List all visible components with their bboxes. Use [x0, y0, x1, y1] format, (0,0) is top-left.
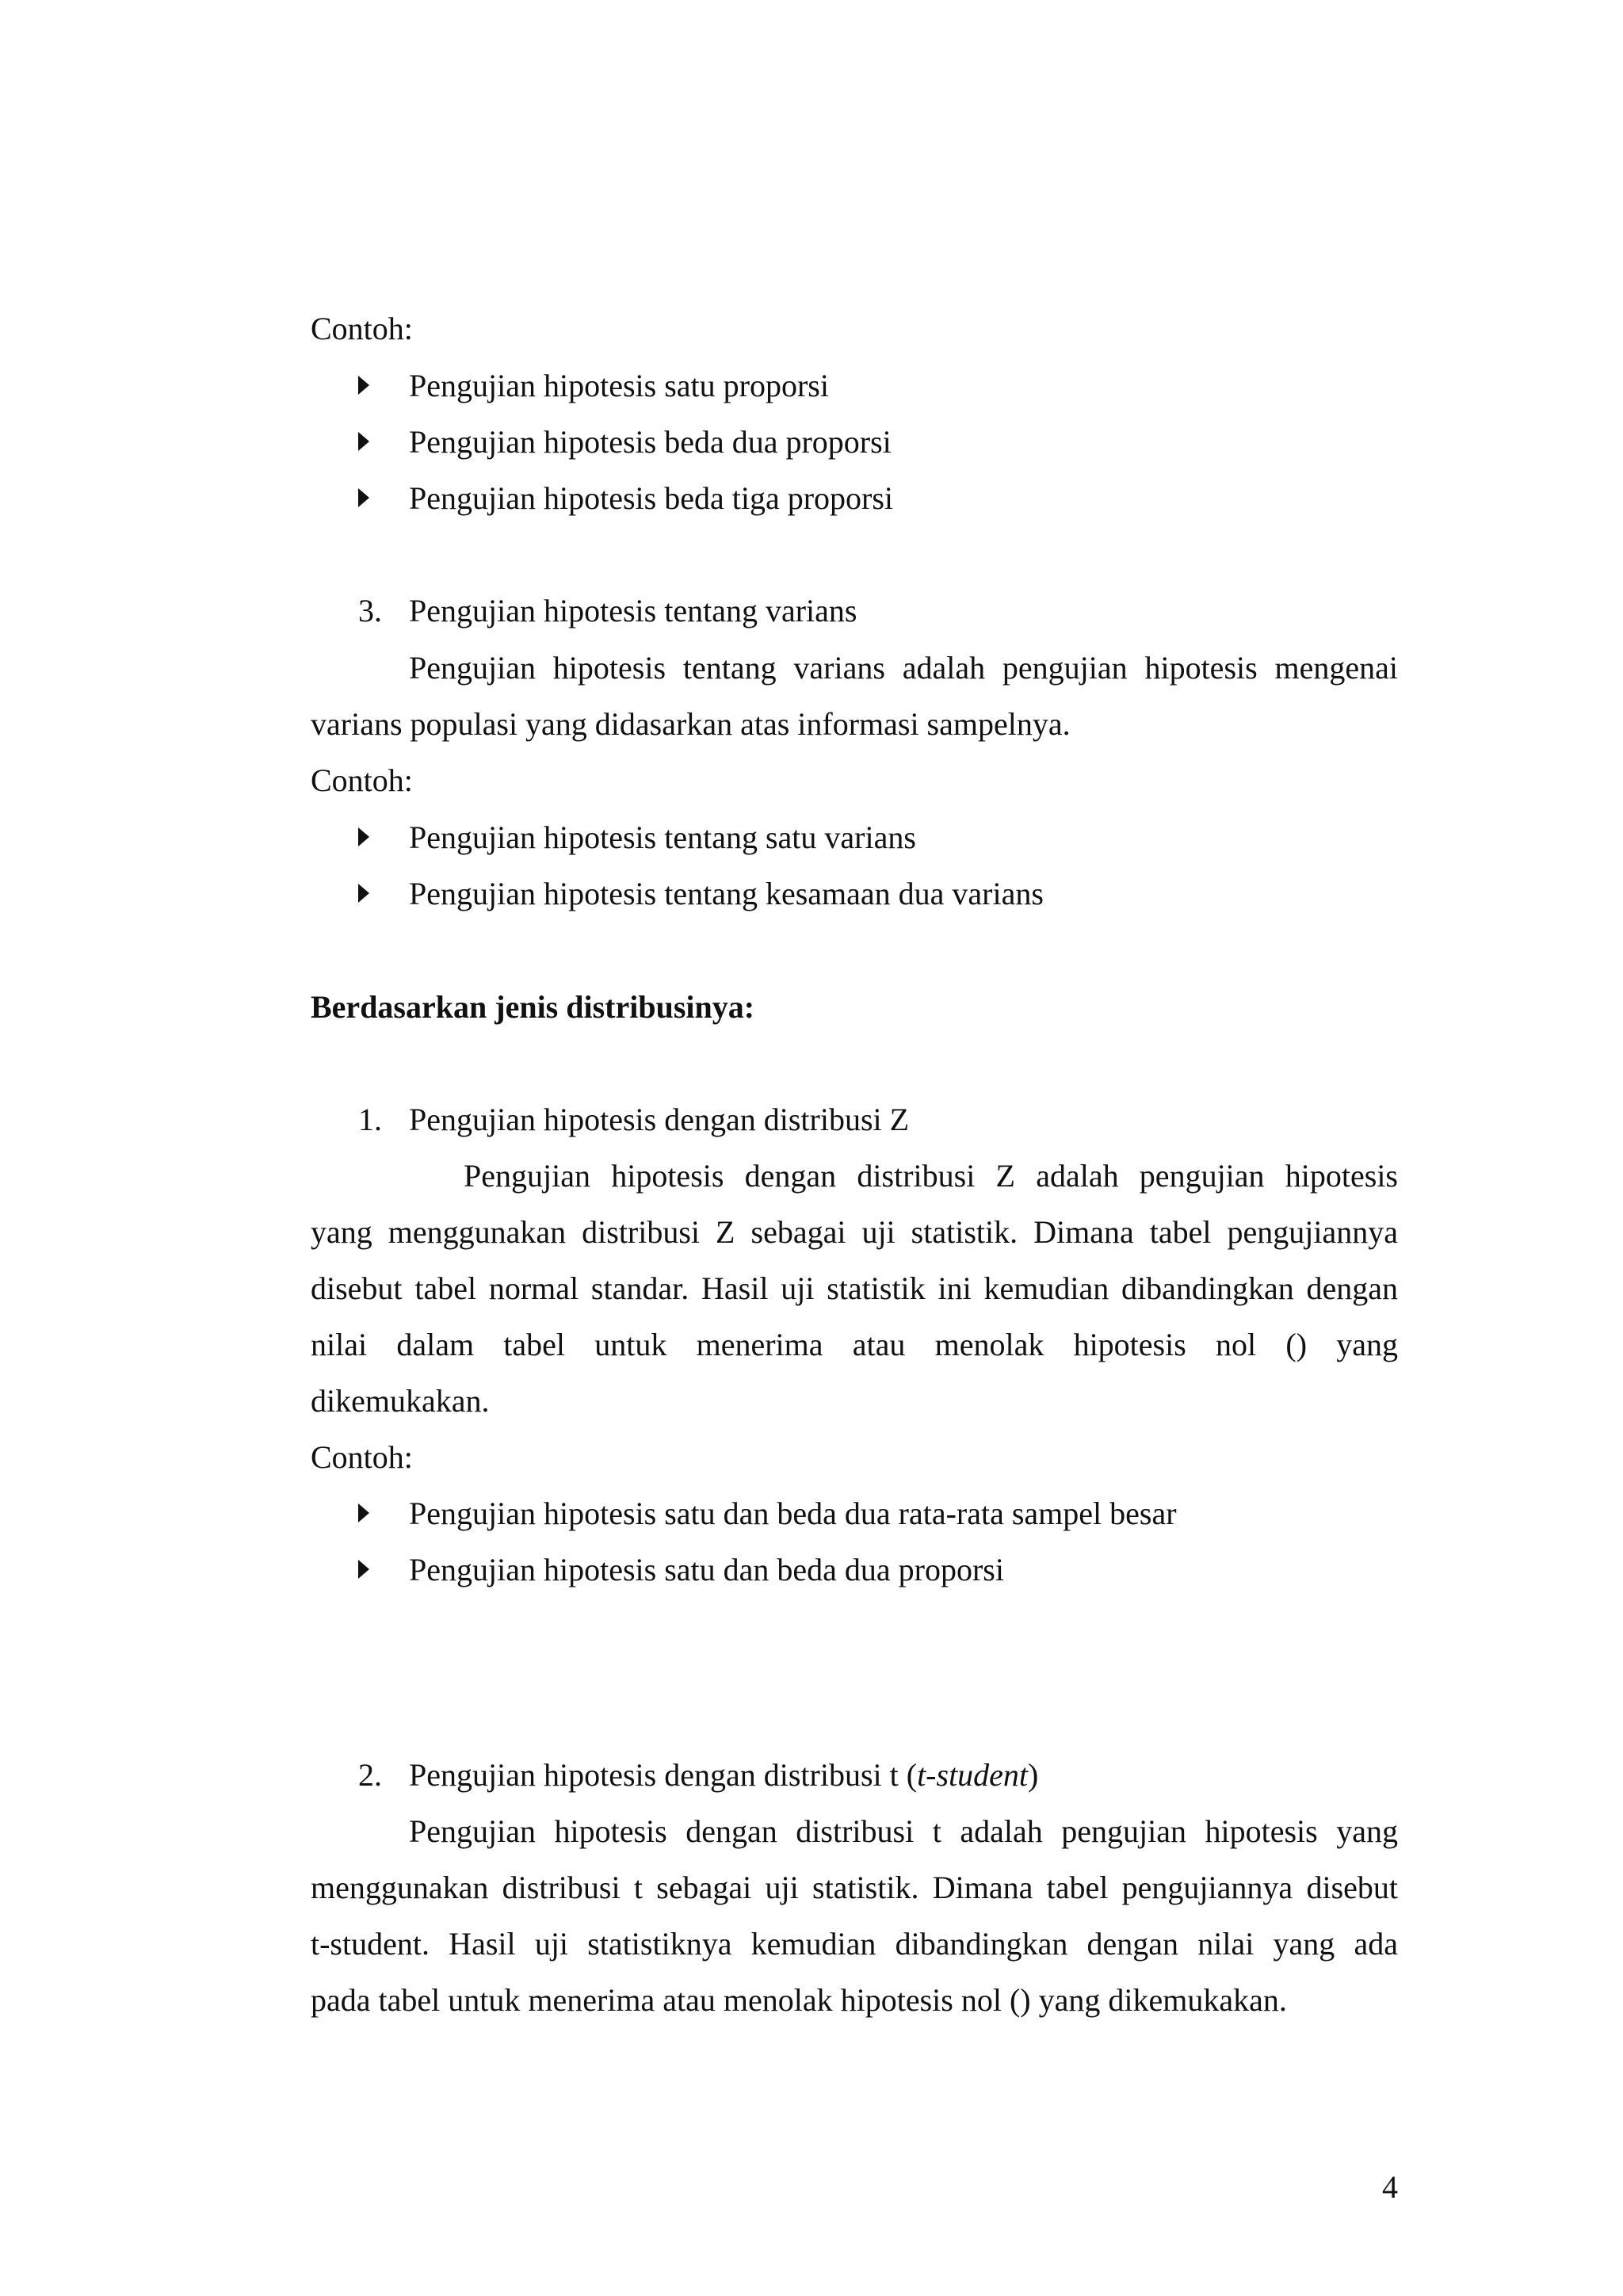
paragraph-line: pada tabel untuk menerima atau menolak hipotesis nol () yang dikemukakan.	[311, 1982, 1287, 2018]
bullet-triangle-icon	[358, 488, 369, 507]
paragraph-line: nilai dalam tabel untuk menerima atau menolak hipotesis nol () yang	[311, 1327, 1398, 1362]
item-number: 2.	[358, 1757, 382, 1793]
item-title	[409, 1755, 1038, 1795]
bullet-triangle-icon	[358, 827, 369, 846]
bullet-triangle-icon	[358, 376, 369, 395]
paragraph-line: menggunakan distribusi t sebagai uji statistik. Dimana tabel pengujiannya disebut	[311, 1870, 1398, 1905]
paragraph-line: varians populasi yang didasarkan atas informasi sampelnya.	[311, 706, 1071, 742]
paragraph-line: yang menggunakan distribusi Z sebagai uji statistik. Dimana tabel pengujiannya	[311, 1214, 1398, 1250]
title-prefix: Pengujian hipotesis dengan distribusi t (	[409, 1757, 918, 1793]
title-italic: t-student	[917, 1757, 1029, 1793]
list-item-text: Pengujian hipotesis satu dan beda dua rata-rata sampel besar	[409, 1496, 1177, 1531]
item-title: Pengujian hipotesis tentang varians	[409, 593, 857, 628]
bullet-triangle-icon	[358, 1503, 369, 1522]
page-number: 4	[1382, 2169, 1398, 2205]
list-item-text: Pengujian hipotesis beda dua proporsi	[409, 424, 892, 460]
contoh-label: Contoh:	[311, 311, 413, 346]
item-number: 3.	[358, 593, 382, 628]
paragraph-line: disebut tabel normal standar. Hasil uji statistik ini kemudian dibandingkan dengan	[311, 1270, 1398, 1306]
paragraph-line: Pengujian hipotesis tentang varians adalah pengujian hipotesis mengenai	[409, 650, 1398, 686]
contoh-label: Contoh:	[311, 762, 413, 798]
list-item-text: Pengujian hipotesis beda tiga proporsi	[409, 480, 894, 516]
paragraph-line: t-student. Hasil uji statistiknya kemudian dibandingkan dengan nilai yang ada	[311, 1926, 1398, 1962]
bullet-triangle-icon	[358, 432, 369, 451]
paragraph-line: Pengujian hipotesis dengan distribusi Z adalah pengujian hipotesis	[464, 1158, 1398, 1194]
contoh-label: Contoh:	[311, 1439, 413, 1475]
paragraph-line: dikemukakan.	[311, 1383, 490, 1419]
item-title: Pengujian hipotesis dengan distribusi Z	[409, 1102, 910, 1137]
section-heading: Berdasarkan jenis distribusinya:	[311, 989, 755, 1025]
list-item-text: Pengujian hipotesis tentang kesamaan dua varians	[409, 876, 1044, 911]
item-number: 1.	[358, 1102, 382, 1137]
bullet-triangle-icon	[358, 884, 369, 903]
list-item-text: Pengujian hipotesis satu proporsi	[409, 368, 829, 403]
bullet-triangle-icon	[358, 1560, 369, 1579]
list-item-text: Pengujian hipotesis satu dan beda dua proporsi	[409, 1552, 1004, 1587]
list-item-text: Pengujian hipotesis tentang satu varians	[409, 819, 916, 855]
title-suffix: )	[1028, 1757, 1039, 1793]
paragraph-line: Pengujian hipotesis dengan distribusi t adalah pengujian hipotesis yang	[409, 1813, 1398, 1849]
